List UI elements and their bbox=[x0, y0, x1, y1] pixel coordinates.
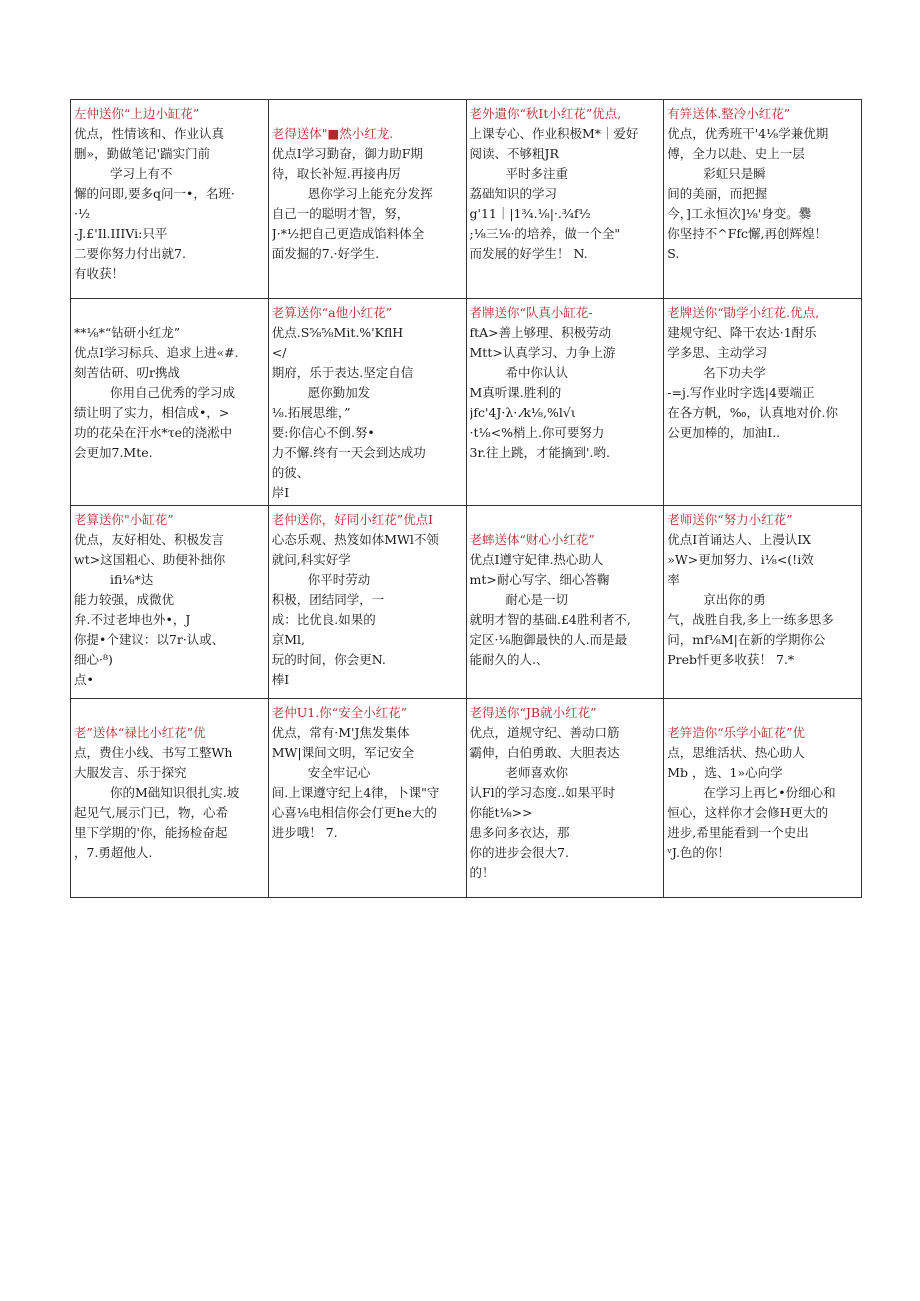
award-text-line: 你提•个建议：以7r·认或、 bbox=[74, 632, 225, 647]
award-text-line: 优点，道规守纪、善动口筋 bbox=[469, 725, 620, 740]
award-text-line: 优点I遵守妃律.热心助人 bbox=[469, 552, 604, 567]
award-text-line: 优点.S⅝⅝Mit.%'KflH bbox=[271, 325, 404, 340]
award-text-line: MW|课间文明，军记安全 bbox=[271, 745, 415, 760]
award-text-line: ·t⅛<%梢上.你可要努力 bbox=[469, 425, 605, 440]
award-text-line: 彩虹只是瞬 bbox=[703, 166, 766, 181]
award-table-page bbox=[70, 99, 862, 895]
award-text-line: 平时多注重 bbox=[505, 166, 569, 181]
award-text-line: **⅛*“钻研小红龙” bbox=[74, 325, 181, 340]
award-text-line: 二要你努力付出就7. bbox=[74, 246, 186, 261]
award-text-line: 你平时劳动 bbox=[307, 572, 371, 587]
award-text-line: 刻苦估研、叨r携战 bbox=[74, 365, 180, 380]
award-title: 有笄送体.整冷小红花” bbox=[667, 106, 791, 121]
award-text-line: 间的美丽，而把握 bbox=[667, 186, 768, 201]
award-cell bbox=[466, 100, 664, 299]
award-text-line: 自己一的聪明才智，努， bbox=[271, 206, 410, 221]
award-text-line: 就问,科实好学 bbox=[271, 552, 351, 567]
award-text-line: 霸伸，白伯勇敢、大胆表达 bbox=[469, 745, 620, 760]
award-text-line: 安全牢记心 bbox=[307, 765, 371, 780]
award-row bbox=[71, 100, 862, 299]
award-cell bbox=[664, 299, 862, 506]
award-text-line: 待，取长补短.再接冉厉 bbox=[271, 166, 401, 181]
award-text-line: g'11｜|1¾.⅛|·.¾f½ bbox=[469, 206, 591, 221]
award-cell bbox=[268, 100, 466, 299]
award-cell bbox=[466, 299, 664, 506]
award-text-line: 今，]工永恒次]⅛'身变。爨 bbox=[667, 206, 812, 221]
award-text-line: 优点I首诵达人、上漫认IX bbox=[667, 532, 812, 547]
award-table bbox=[70, 99, 862, 898]
award-text-line: Mtt>认真学习、力争上游 bbox=[469, 345, 616, 360]
award-text-line: wt>这国粗心、助便补拙你 bbox=[74, 552, 226, 567]
award-text-line: 大服发言、乐于探究 bbox=[74, 765, 187, 780]
award-title: 老笄造你“乐学小缸花”优 bbox=[667, 725, 806, 740]
award-text-line: J·*½把自己更造成馅料体全 bbox=[271, 226, 425, 241]
award-text-line: 恩你学习上能充分发挥 bbox=[307, 186, 433, 201]
award-text-line: 间.上课遵守纪上4律，卜课"守 bbox=[271, 785, 440, 800]
award-text-line: 玩的时间，你会更N. bbox=[271, 652, 386, 667]
award-title: 者牌送你“队真小缸花- bbox=[469, 305, 593, 320]
award-cell bbox=[71, 506, 269, 699]
award-text-line: 优点，友好相处、积极发言 bbox=[74, 532, 225, 547]
award-text-line: 学多思、主动学习 bbox=[667, 345, 768, 360]
award-text-line: -=j.写作业时字选|4要端正 bbox=[667, 385, 815, 400]
award-text-line: 京Ml, bbox=[271, 632, 306, 647]
award-text-line: 弁.不过老坤也外•，J bbox=[74, 612, 191, 627]
award-cell bbox=[664, 506, 862, 699]
award-text-line: 就明才智的基础.£4胜利者不, bbox=[469, 612, 631, 627]
award-text-line: 岸I bbox=[271, 485, 290, 500]
award-text-line: 恒心，这样你才会修H更大的 bbox=[667, 805, 829, 820]
award-text-line: 率 bbox=[667, 572, 680, 587]
award-title: 老蟀送体“财心小红花” bbox=[469, 532, 595, 547]
award-text-line: 点，费住小线、书写工整Wh bbox=[74, 745, 233, 760]
award-text-line: 耐心是一切 bbox=[505, 592, 569, 607]
award-row bbox=[71, 299, 862, 506]
award-title: 老”送体“禄比小红花”优 bbox=[74, 725, 206, 740]
award-text-line: Preb忏更多收获！ 7.* bbox=[667, 652, 795, 667]
award-row bbox=[71, 699, 862, 898]
award-cell bbox=[268, 506, 466, 699]
award-text-line: 积极，团结同学，一 bbox=[271, 592, 385, 607]
award-text-line: 3r.往上跳，才能摘到'.哟. bbox=[469, 445, 610, 460]
award-text-line: 公更加棒的，加油I.. bbox=[667, 425, 781, 440]
award-text-line: 建规守纪、降干农达·1酎乐 bbox=[667, 325, 817, 340]
award-text-line: 在各方帆，‰，认真地对价.你 bbox=[667, 405, 838, 420]
award-text-line: 名下功夫学 bbox=[703, 365, 766, 380]
award-cell bbox=[664, 699, 862, 898]
award-cell bbox=[466, 699, 664, 898]
award-text-line: 面发掘的7.·好学生. bbox=[271, 246, 380, 261]
award-text-line: ;⅛三⅛·的培养，做一个全" bbox=[469, 226, 621, 241]
award-text-line: </ bbox=[271, 345, 287, 360]
award-text-line: 有收获！ bbox=[74, 266, 125, 281]
award-cell bbox=[71, 699, 269, 898]
award-text-line: 优点I学习勤奋，御力助F期 bbox=[271, 146, 423, 161]
award-text-line: ，7.勇超他人. bbox=[74, 845, 153, 860]
award-text-line: 在学习上再匕•份细心和 bbox=[703, 785, 836, 800]
award-text-line bbox=[667, 703, 858, 723]
award-text-line: 上课专心、作业积极M*｜爱好 bbox=[469, 126, 639, 141]
award-text-line bbox=[74, 703, 265, 723]
award-text-line: 优点，常有·M'J焦发集体 bbox=[271, 725, 410, 740]
award-text-line: 起见气,展示门已，物，心希 bbox=[74, 805, 228, 820]
award-text-line: 你的进步会很大7. bbox=[469, 845, 569, 860]
award-cell bbox=[71, 100, 269, 299]
award-text-line: 认Fl的学习态度..如果平时 bbox=[469, 785, 616, 800]
award-title: 老算送你“a他小红花” bbox=[271, 305, 392, 320]
award-text-line bbox=[470, 510, 661, 530]
award-title: 老得送你“JB就小红花” bbox=[469, 705, 597, 720]
award-text-line: 里下学期的'你，能扬检奋起 bbox=[74, 825, 228, 840]
award-text-line: 京出你的勇 bbox=[703, 592, 766, 607]
award-title: 老外遺你“秋It小红花”优点, bbox=[469, 106, 622, 121]
award-title: 左仲送你“上边小缸花” bbox=[74, 106, 200, 121]
award-text-line: 你用自己优秀的学习成 bbox=[110, 385, 236, 400]
award-text-line: 细心·⁸) bbox=[74, 652, 113, 667]
award-text-line: 会更加7.Mte. bbox=[74, 445, 153, 460]
award-text-line: 点• bbox=[74, 672, 94, 687]
award-text-line: 而发展的好学生！ N. bbox=[469, 246, 588, 261]
award-text-line: 优点，优秀班干'4⅛学兼优期 bbox=[667, 126, 829, 141]
award-text-line: 力不懈.终有一天会到达成功 bbox=[271, 445, 426, 460]
award-text-line: ᵛJ.色的你！ bbox=[667, 845, 730, 860]
award-text-line: 能耐久的人.、 bbox=[469, 652, 549, 667]
award-text-line: 进步,希里能看到一个史出 bbox=[667, 825, 809, 840]
award-text-line: 你坚持不^Ffc懈,再创辉煌！ bbox=[667, 226, 827, 241]
award-text-line: Mb ，选、1»心向学 bbox=[667, 765, 783, 780]
award-cell bbox=[466, 506, 664, 699]
award-title: 老仲U1.你“安全小红花” bbox=[271, 705, 407, 720]
award-text-line: ⅛.拓展思维，” bbox=[271, 405, 351, 420]
award-cell bbox=[268, 299, 466, 506]
award-cell bbox=[664, 100, 862, 299]
award-text-line: 你能t⅛>> bbox=[469, 805, 533, 820]
award-cell bbox=[268, 699, 466, 898]
award-text-line: 绩让明了实力，相信成•，> bbox=[74, 405, 230, 420]
award-text-line: 懈的问即,要多q问一•，名班· bbox=[74, 186, 235, 201]
award-text-line: 荔础知识的学习 bbox=[469, 186, 558, 201]
award-text-line: 老师喜欢你 bbox=[505, 765, 569, 780]
award-text-line: mt>耐心写字、细心答鞠 bbox=[469, 572, 610, 587]
award-text-line: 要:你信心不倒.努• bbox=[271, 425, 375, 440]
award-title: 老算送你"小缸花” bbox=[74, 512, 174, 527]
award-text-line: M真听课.胜利的 bbox=[469, 385, 562, 400]
award-text-line: 棒I bbox=[271, 672, 290, 687]
award-title: 老牌送你“勖学小红花.优点, bbox=[667, 305, 820, 320]
award-title: 老得送体"■然小红龙. bbox=[271, 126, 394, 141]
award-text-line: 气，战胜自我,多上一练多思多 bbox=[667, 612, 834, 627]
award-text-line: 学习上有不 bbox=[110, 166, 173, 181]
award-text-line: 的！ bbox=[469, 865, 495, 880]
award-text-line: 阅读、不够粗JR bbox=[469, 146, 559, 161]
award-text-line: 功的花朵在汗水*τe的浇淞中 bbox=[74, 425, 233, 440]
award-text-line: 的彼、 bbox=[271, 465, 310, 480]
award-text-line: 傅，全力以赴、史上一层 bbox=[667, 146, 805, 161]
award-text-line: 删»，勤做笔记'踹实门前 bbox=[74, 146, 211, 161]
award-cell bbox=[71, 299, 269, 506]
award-text-line: 希中你认认 bbox=[505, 365, 569, 380]
award-text-line: 患多问多衣达，那 bbox=[469, 825, 570, 840]
award-text-line: -J.£'Il.IIIVi:只平 bbox=[74, 226, 168, 241]
award-text-line: 成：比优良.如果的 bbox=[271, 612, 376, 627]
award-text-line: 愿你勤加发 bbox=[307, 385, 371, 400]
award-text-line: jfc'4J·λ·.⁄k⅛,%l√ι bbox=[469, 405, 576, 420]
award-text-line: 心态乐观、热笈如体MWl不领 bbox=[271, 532, 439, 547]
award-text-line: 能力较强，成微优 bbox=[74, 592, 175, 607]
award-text-line: 优点，性情该和、作业认真 bbox=[74, 126, 225, 141]
award-text-line: S. bbox=[667, 246, 680, 261]
award-text-line: »W>更加努力、i⅛<(!i效 bbox=[667, 552, 814, 567]
award-text-line: 心喜⅛电相信你会仃更he大的 bbox=[271, 805, 437, 820]
award-text-line: 点，思维活状、热心助人 bbox=[667, 745, 805, 760]
award-title: 老仲送你，好同小红花”优点I bbox=[271, 512, 434, 527]
award-text-line: 定区·⅛胞御最快的人.而是最 bbox=[469, 632, 628, 647]
award-text-line: ·½ bbox=[74, 206, 91, 221]
award-text-line: 进步哦！ 7. bbox=[271, 825, 338, 840]
award-title: 老师送你“努力小红花” bbox=[667, 512, 793, 527]
award-text-line: ifi⅛*达 bbox=[110, 572, 154, 587]
award-text-line: 期府，乐于表达.坚定自信 bbox=[271, 365, 414, 380]
award-text-line bbox=[74, 303, 265, 323]
award-text-line bbox=[272, 104, 463, 124]
award-row bbox=[71, 506, 862, 699]
award-text-line: 优点I学习标兵、追求上进«#. bbox=[74, 345, 239, 360]
award-text-line: 问，mf⅛M|在新的学期你公 bbox=[667, 632, 826, 647]
award-text-line: ftA>善上够理、积极劳动 bbox=[469, 325, 612, 340]
award-text-line: 你的M础知识很扎实.坡 bbox=[110, 785, 240, 800]
